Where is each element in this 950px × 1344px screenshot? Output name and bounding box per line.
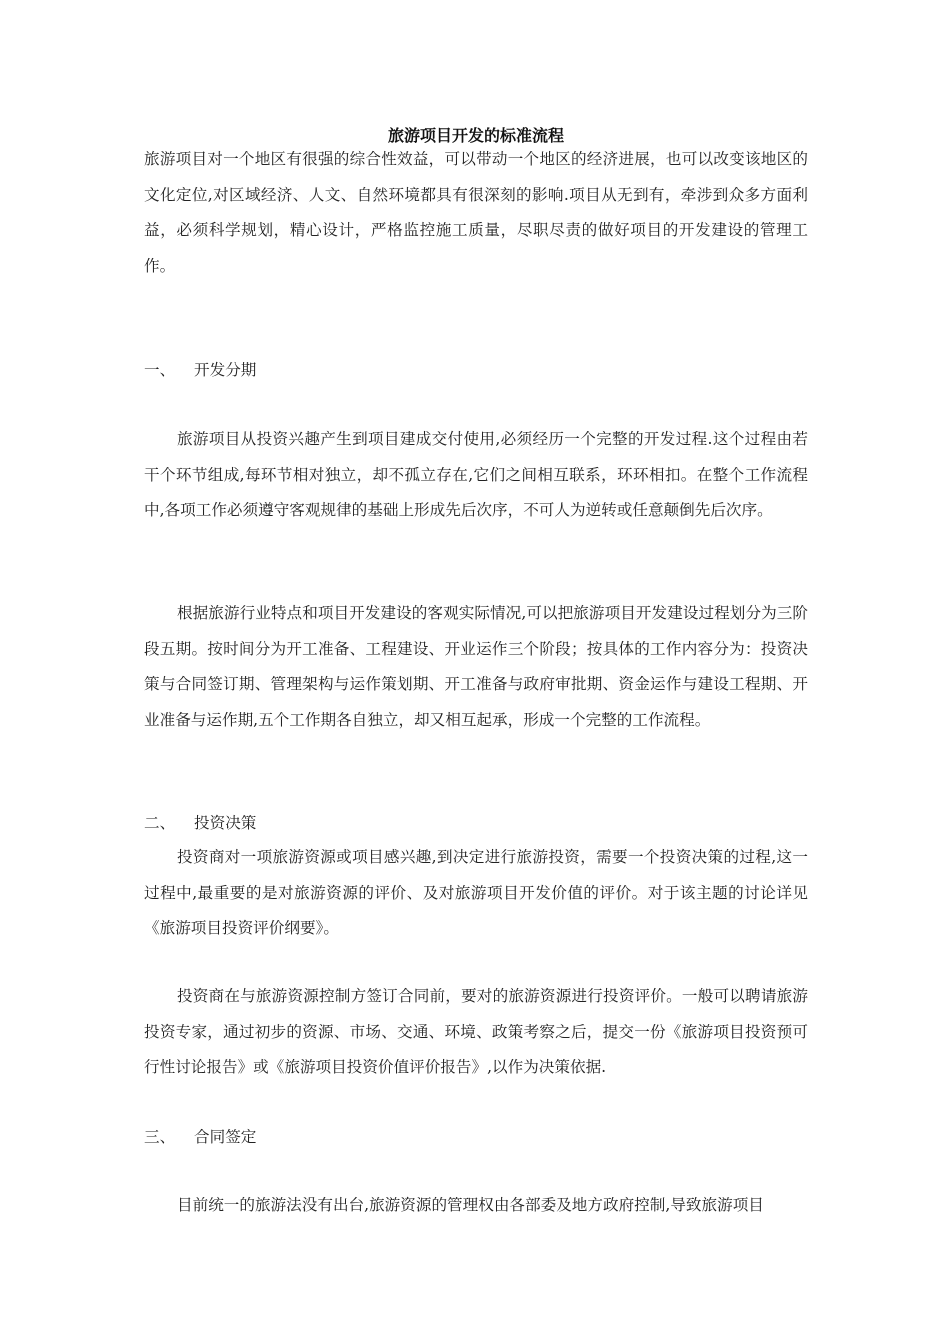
section-heading-1 — [144, 360, 256, 380]
section-3-paragraph-1: 目前统一的旅游法没有出台,旅游资源的管理权由各部委及地方政府控制,导致旅游项目 — [177, 1196, 764, 1214]
section-title: 投资决策 — [194, 814, 257, 832]
section-title: 开发分期 — [194, 361, 257, 379]
intro-paragraph: 旅游项目对一个地区有很强的综合性效益，可以带动一个地区的经济进展，也可以改变该地区的文化定位,对区域经济、人文、自然环境都具有很深刻的影响.项目从无到有，牵涉到众多方面利益，必须科学规划，精心设计，严格监控施工质量，尽职尽责的做好项目的开发建设的管理工作。 — [144, 150, 808, 275]
section-number: 三、 — [144, 1128, 176, 1146]
section-number: 一、 — [144, 361, 176, 379]
section-heading-2 — [144, 813, 256, 833]
section-number: 二、 — [144, 814, 176, 832]
section-heading-3 — [144, 1127, 256, 1147]
section-2-paragraph-2: 投资商在与旅游资源控制方签订合同前，要对的旅游资源进行投资评价。一般可以聘请旅游投资专家，通过初步的资源、市场、交通、环境、政策考察之后，提交一份《旅游项目投资预可行性讨论报告》或《旅游项目投资价值评价报告》,以作为决策依据. — [144, 987, 808, 1076]
section-1-paragraph-1: 旅游项目从投资兴趣产生到项目建成交付使用,必须经历一个完整的开发过程.这个过程由若干个环节组成,每环节相对独立，却不孤立存在,它们之间相互联系，环环相扣。在整个工作流程中,各项工作必须遵守客观规律的基础上形成先后次序，不可人为逆转或任意颠倒先后次序。 — [144, 430, 808, 519]
section-2-paragraph-1: 投资商对一项旅游资源或项目感兴趣,到决定进行旅游投资，需要一个投资决策的过程,这一过程中,最重要的是对旅游资源的评价、及对旅游项目开发价值的评价。对于该主题的讨论详见《旅游项目投资评价纲要》。 — [144, 848, 808, 937]
section-title: 合同签定 — [194, 1128, 257, 1146]
section-1-paragraph-2: 根据旅游行业特点和项目开发建设的客观实际情况,可以把旅游项目开发建设过程划分为三阶段五期。按时间分为开工准备、工程建设、开业运作三个阶段；按具体的工作内容分为：投资决策与合同签订期、管理架构与运作策划期、开工准备与政府审批期、资金运作与建设工程期、开业准备与运作期,五个工作期各自独立，却又相互起承，形成一个完整的工作流程。 — [144, 604, 808, 729]
document-title: 旅游项目开发的标准流程 — [387, 126, 564, 145]
